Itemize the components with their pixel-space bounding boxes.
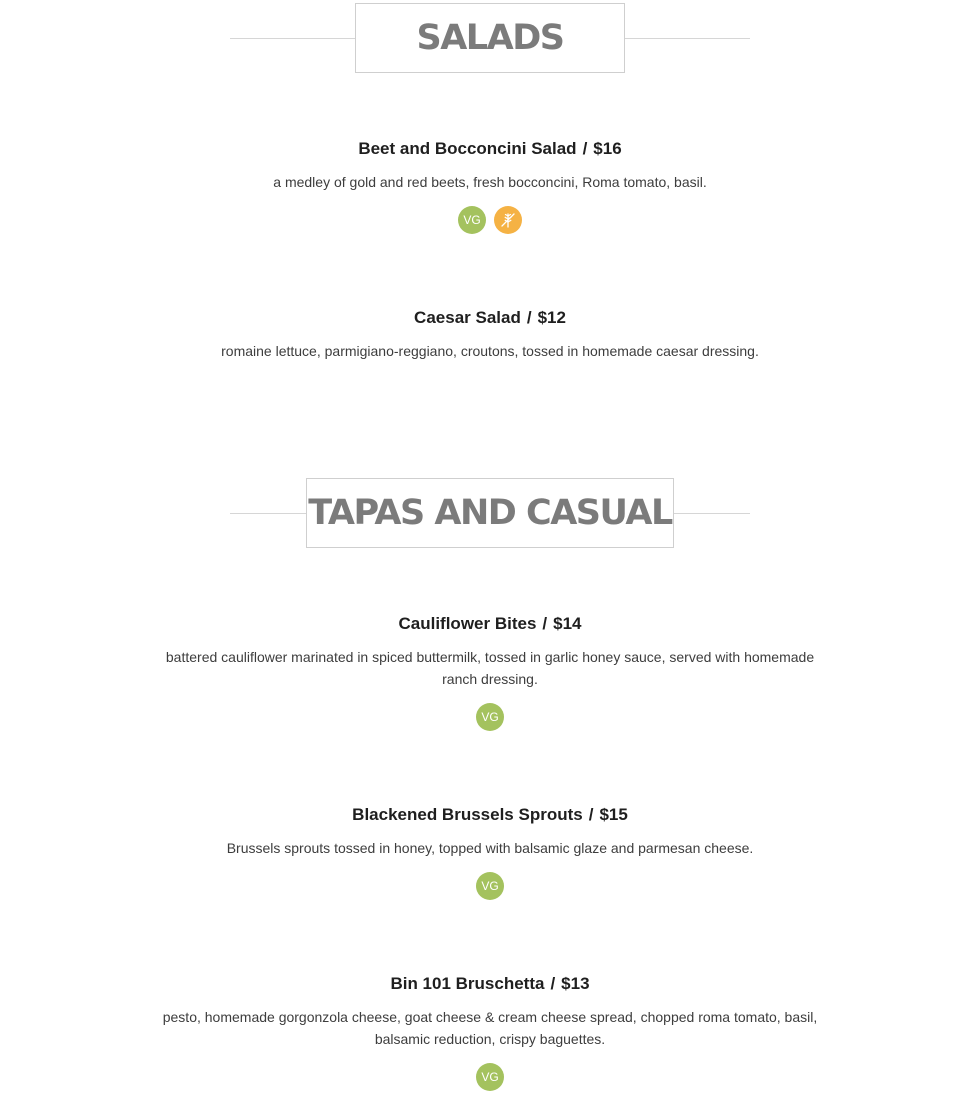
menu-item-name: Bin 101 Bruschetta <box>390 974 545 993</box>
menu-item-description: romaine lettuce, parmigiano-reggiano, croutons, tossed in homemade caesar dressing. <box>221 343 759 359</box>
section-title: TAPAS AND CASUAL <box>308 493 672 533</box>
menu-item-price: $15 <box>599 805 628 824</box>
section-header-tapas-and-casual <box>230 478 750 550</box>
dietary-badges <box>140 1063 840 1091</box>
menu-item-price: $12 <box>537 308 566 327</box>
section-title-box <box>355 3 625 73</box>
menu-item-title <box>140 307 840 329</box>
dietary-badges <box>140 872 840 900</box>
menu-item-caesar-salad <box>140 307 840 362</box>
dietary-badges <box>140 206 840 234</box>
dietary-badges <box>140 703 840 731</box>
price-separator: / <box>550 974 556 993</box>
gluten-free-icon <box>494 206 522 234</box>
menu-item-name: Beet and Bocconcini Salad <box>358 139 577 158</box>
menu-item-cauliflower-bites <box>140 613 840 731</box>
menu-item-description: pesto, homemade gorgonzola cheese, goat cheese & cream cheese spread, chopped roma tomato, basil, balsamic reduction, crispy baguettes. <box>162 1009 818 1047</box>
menu-item-title <box>140 973 840 995</box>
menu-item-name: Cauliflower Bites <box>398 614 537 633</box>
section-title-box <box>306 478 674 548</box>
menu-item-description: a medley of gold and red beets, fresh bocconcini, Roma tomato, basil. <box>273 174 707 190</box>
price-separator: / <box>526 308 532 327</box>
vegetarian-badge: VG <box>476 872 504 900</box>
vegetarian-badge: VG <box>476 703 504 731</box>
menu-item-title <box>140 804 840 826</box>
menu-item-blackened-brussels-sprouts <box>140 804 840 900</box>
menu-item-name: Caesar Salad <box>414 308 521 327</box>
menu-item-name: Blackened Brussels Sprouts <box>352 805 583 824</box>
menu-item-title <box>140 613 840 635</box>
menu-item-beet-bocconcini-salad <box>140 138 840 234</box>
menu-item-description: battered cauliflower marinated in spiced buttermilk, tossed in garlic honey sauce, served with homemade ranch dressing. <box>165 649 815 687</box>
vegetarian-badge: VG <box>476 1063 504 1091</box>
menu-item-price: $16 <box>593 139 622 158</box>
menu-item-title <box>140 138 840 160</box>
menu-item-price: $14 <box>553 614 582 633</box>
wheat-crossed-icon <box>499 211 517 229</box>
price-separator: / <box>582 139 588 158</box>
vegetarian-badge: VG <box>458 206 486 234</box>
price-separator: / <box>588 805 594 824</box>
menu-item-description: Brussels sprouts tossed in honey, topped with balsamic glaze and parmesan cheese. <box>226 840 754 856</box>
menu-item-bin-101-bruschetta <box>140 973 840 1091</box>
section-header-salads <box>230 3 750 75</box>
menu-item-price: $13 <box>561 974 590 993</box>
section-title: SALADS <box>416 18 564 58</box>
price-separator: / <box>542 614 548 633</box>
